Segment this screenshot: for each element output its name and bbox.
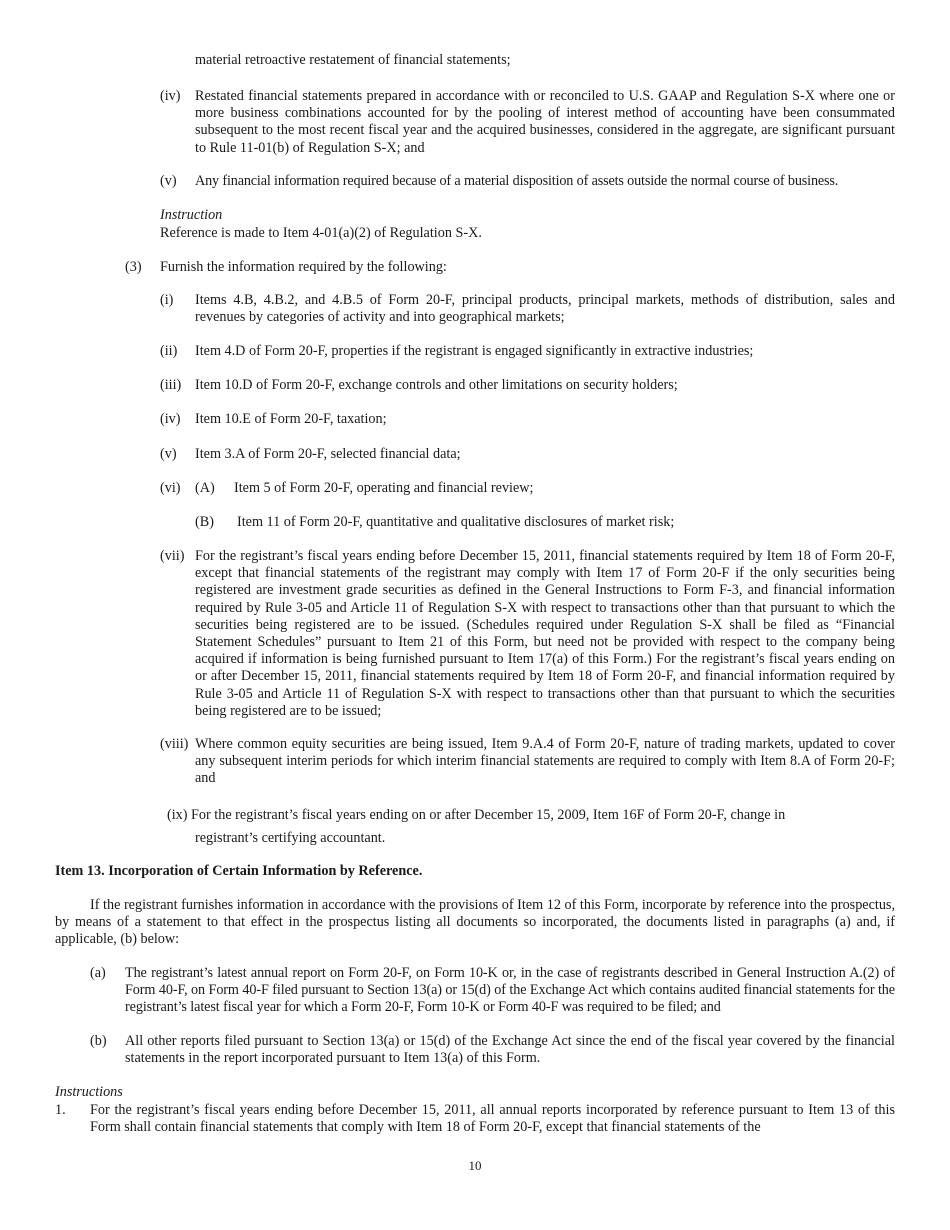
instruction-text: Reference is made to Item 4-01(a)(2) of Regulation S-X. xyxy=(160,225,482,241)
item-label: (v) xyxy=(160,446,177,462)
item-text: Items 4.B, 4.B.2, and 4.B.5 of Form 20-F, principal products, principal markets, methods of distribution, sales and revenues by categories of activity and into geographical markets; xyxy=(195,292,895,326)
sub-item-text: Item 11 of Form 20-F, quantitative and qualitative disclosures of market risk; xyxy=(237,514,675,530)
sub-item-label: (A) xyxy=(195,480,215,496)
item-label: (i) xyxy=(160,292,174,308)
item-text: The registrant’s latest annual report on Form 20-F, on Form 10-K or, in the case of registrants described in General Instruction A.(2) of Form 40-F, on Form 40-F filed pursuant to Section 13(a) or 15(d) of the Exchange Act which contains audited financial statements for the registrant’s latest fiscal year for which a Form 20-F, Form 10-K or Form 40-F was required to be filed; and xyxy=(125,965,895,1016)
item-label: (ii) xyxy=(160,343,178,359)
item-text: Item 4.D of Form 20-F, properties if the registrant is engaged significantly in extractive industries; xyxy=(195,343,754,359)
item-text: Item 3.A of Form 20-F, selected financial data; xyxy=(195,446,461,462)
list-item-12-3-ix-line2: registrant’s certifying accountant. xyxy=(195,830,386,846)
item-text: Any financial information required because of a material disposition of assets outside the normal course of business. xyxy=(195,173,839,189)
item-label: (iv) xyxy=(160,411,181,427)
item-text: Where common equity securities are being issued, Item 9.A.4 of Form 20-F, nature of trading markets, updated to cover any subsequent interim periods for which interim financial statements are required to comply with Item 8.A of Form 20-F; and xyxy=(195,736,895,787)
item-text: Furnish the information required by the following: xyxy=(160,259,447,275)
item-label: (iii) xyxy=(160,377,182,393)
instructions-heading: Instructions xyxy=(55,1084,123,1100)
item-label: (a) xyxy=(90,965,106,981)
item-text: For the registrant’s fiscal years ending before December 15, 2011, all annual reports incorporated by reference pursuant to Item 13 of this Form shall contain financial statements that comply with Item 18 of Form 20-F, except that financial statements of the xyxy=(90,1102,895,1136)
item-label: (vi) xyxy=(160,480,181,496)
sub-item-text: Item 5 of Form 20-F, operating and financial review; xyxy=(234,480,534,496)
item-text: Item 10.D of Form 20-F, exchange controls and other limitations on security holders; xyxy=(195,377,678,393)
instruction-heading: Instruction xyxy=(160,207,223,223)
page-number: 10 xyxy=(468,1158,482,1173)
item-text: Restated financial statements prepared in accordance with or reconciled to U.S. GAAP and Regulation S-X where one or more business combinations accounted for by the pooling of interest method of accounting have been consummated subsequent to the most recent fiscal year and the acquired businesses, considered in the aggregate, are significant pursuant to Rule 11-01(b) of Regulation S-X; and xyxy=(195,88,895,156)
item-label: 1. xyxy=(55,1102,66,1118)
item-label: (3) xyxy=(125,259,142,275)
item-label: (iv) xyxy=(160,88,181,104)
item-13-intro: If the registrant furnishes information in accordance with the provisions of Item 12 of this Form, incorporate by reference into the prospectus, by means of a statement to that effect in the prospectus listing all documents so incorporated, the documents listed in paragraphs (a) and, if applicable, (b) below: xyxy=(55,897,895,948)
item-label: (viii) xyxy=(160,736,189,752)
item-label: (b) xyxy=(90,1033,107,1049)
item-text: All other reports filed pursuant to Section 13(a) or 15(d) of the Exchange Act since the end of the fiscal year covered by the financial statements in the report incorporated pursuant to Item 13(a) of this Form. xyxy=(125,1033,895,1067)
item-13-heading: Item 13. Incorporation of Certain Information by Reference. xyxy=(55,863,423,879)
list-item-12-3-ix-line1: (ix) For the registrant’s fiscal years ending on or after December 15, 2009, Item 16F of Form 20-F, change in xyxy=(167,807,786,823)
continuation-text: material retroactive restatement of financial statements; xyxy=(195,52,511,68)
item-text: For the registrant’s fiscal years ending before December 15, 2011, financial statements required by Item 18 of Form 20-F, except that financial statements of the registrant may comply with Item 17 of Form 20-F if the only securities being registered are investment grade securities as defined in the General Instructions to Form F-3, and financial information required by Rule 3-05 and Article 11 of Regulation S-X with respect to transactions other than that pursuant to which the securities being registered are to be issued. (Schedules required under Regulation S-X shall be filed as “Financial Statement Schedules” pursuant to Item 21 of this Form, but need not be provided with respect to the company being acquired if information is being furnished pursuant to Item 17(a) of this Form.) For the registrant’s fiscal years ending on or after December 15, 2011, financial statements required by Item 18 of Form 20-F, and financial information required by Rule 3-05 and Article 11 of Regulation S-X with respect to transactions other than that pursuant to which the securities being registered are to be issued; xyxy=(195,548,895,719)
sub-item-label: (B) xyxy=(195,514,214,530)
item-text: Item 10.E of Form 20-F, taxation; xyxy=(195,411,387,427)
item-label: (vii) xyxy=(160,548,185,564)
item-label: (v) xyxy=(160,173,177,189)
